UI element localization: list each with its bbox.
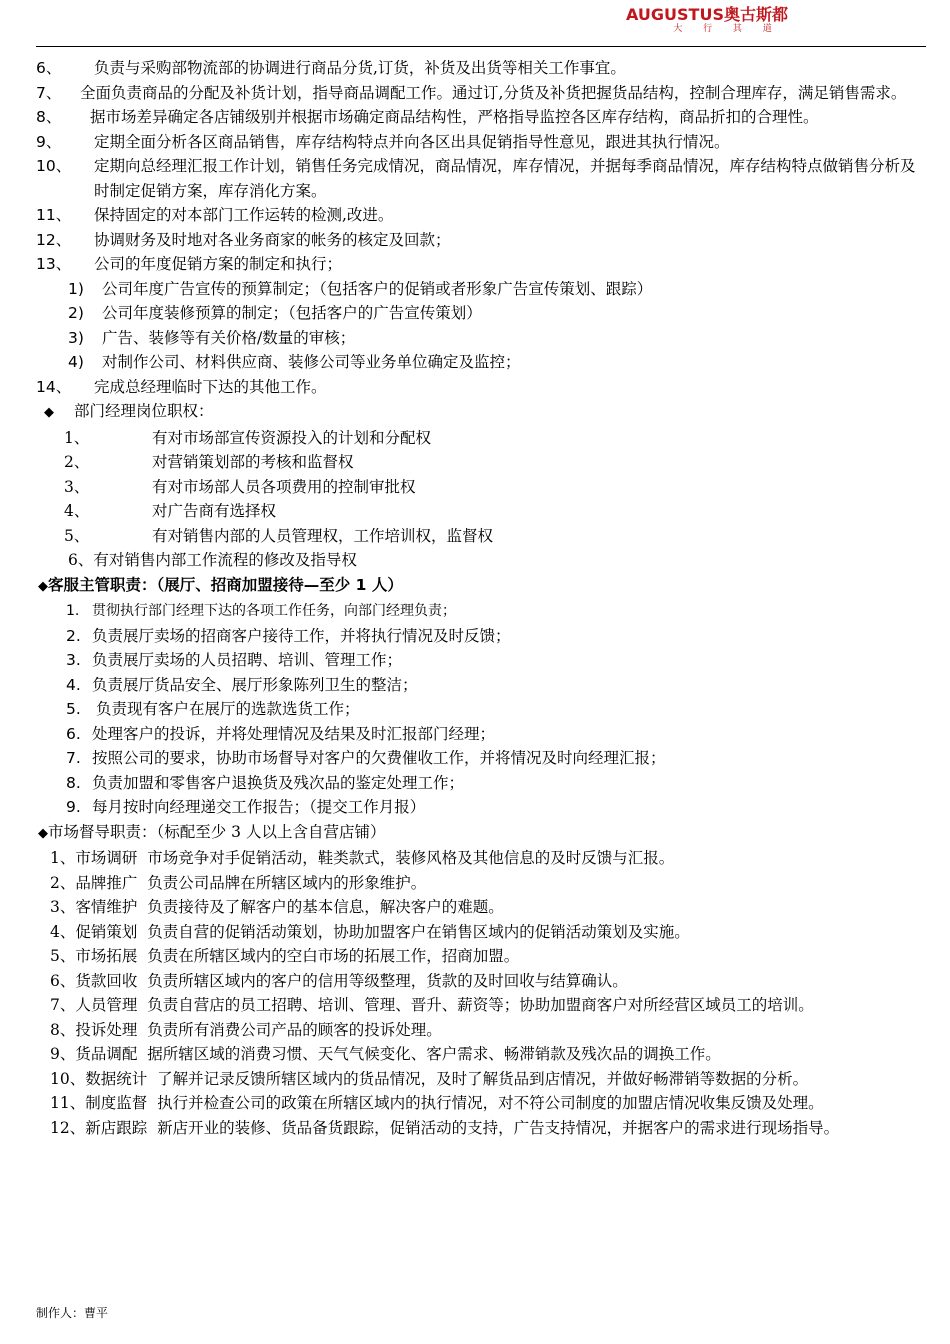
supervisor-item [36,895,926,920]
supervisor-text: 了解并记录反馈所辖区域内的货品情况，及时了解货品到店情况，并做好畅滞销等数据的分析。 [157,1069,809,1088]
supervisor-item [36,871,926,896]
duty-text: 定期向总经理汇报工作计划，销售任务完成情况，商品情况，库存情况，并据每季商品情况，库存结构特点做销售分析及时制定促销方案，库存消化方案。 [94,157,916,200]
cs-item [36,673,926,698]
supervisor-number: 5、 [50,947,76,965]
authority-text: 有对销售内部的人员管理权，工作培训权，监督权 [152,526,494,545]
logo-slogan: 大 行 其 道 [673,24,781,34]
cs-item [36,722,926,747]
cs-number: 1. [66,603,80,619]
supervisor-item [36,920,926,945]
promo-sub-number: 4) [68,353,84,371]
supervisor-text: 市场竞争对手促销活动，鞋类款式，装修风格及其他信息的及时反馈与汇报。 [147,849,675,867]
document-footer: 制作人：曹平 [36,1306,109,1320]
duty-text: 定期全面分析各区商品销售，库存结构特点并向各区出具促销指导性意见，跟进其执行情况。 [94,132,730,151]
duty-item [36,56,926,81]
duty-number: 13、 [36,255,72,273]
supervisor-text: 负责所有消费公司产品的顾客的投诉处理。 [147,1020,442,1039]
supervisor-label: 制度监督 [85,1094,148,1112]
supervisor-label: 数据统计 [85,1069,148,1088]
authority-item [36,426,926,451]
supervisor-label: 货品调配 [75,1045,138,1063]
promo-sub-item [36,350,926,375]
duty-text: 负责与采购部物流部的协调进行商品分货,订货，补货及出货等相关工作事宜。 [94,59,626,77]
cs-item [36,771,926,796]
supervisor-number: 11、 [50,1094,86,1112]
duty-number: 9、 [36,132,62,151]
cs-number: 8. [66,773,81,792]
supervisor-label: 人员管理 [75,996,138,1014]
authority-item: 6、有对销售内部工作流程的修改及指导权 [68,551,357,569]
duty-number: 11、 [36,206,72,224]
cs-number: 7. [66,749,81,767]
supervisor-label: 品牌推广 [75,873,138,892]
cs-text: 处理客户的投诉，并将处理情况及结果及时汇报部门经理； [92,724,496,743]
supervisor-item [36,1116,926,1141]
promo-sub-item [36,326,926,351]
duty-item [36,81,926,106]
company-logo [626,6,788,35]
duty-item [36,375,926,400]
authority-item [36,450,926,475]
authority-text: 对广告商有选择权 [152,502,277,520]
supervisor-text: 负责公司品牌在所辖区域内的形象维护。 [147,873,427,892]
supervisor-text: 新店开业的装修、货品备货跟踪，促销活动的支持，广告支持情况，并据客户的需求进行现场指导。 [157,1118,840,1137]
duty-text: 完成总经理临时下达的其他工作。 [94,377,327,396]
cs-number: 2. [66,626,81,645]
duty-item [36,228,926,253]
cs-text: 负责展厅卖场的人员招聘、培训、管理工作； [92,651,403,669]
supervisor-text: 负责在所辖区域内的空白市场的拓展工作，招商加盟。 [147,947,520,965]
authority-number: 3、 [64,477,90,496]
supervisor-label: 货款回收 [75,971,138,990]
cs-item [36,746,926,771]
cs-text: 负责展厅货品安全、展厅形象陈列卫生的整洁； [92,675,418,694]
authority-item [36,475,926,500]
cs-text: 负责展厅卖场的招商客户接待工作，并将执行情况及时反馈； [92,626,511,645]
supervisor-label: 客情维护 [75,898,138,916]
header-divider [36,46,926,47]
cs-item [36,599,926,624]
supervisor-number: 1、 [50,849,76,867]
promo-sub-number: 2) [68,304,84,322]
duty-item [36,130,926,155]
authority-number: 4、 [64,502,90,520]
cs-item [36,697,926,722]
duty-text: 保持固定的对本部门工作运转的检测,改进。 [94,206,394,224]
logo-english-name: AUGUSTUS [626,5,724,24]
cs-item [36,624,926,649]
supervisor-number: 7、 [50,996,76,1014]
cs-text: 每月按时向经理递交工作报告；（提交工作月报） [92,798,426,816]
promo-sub-text: 公司年度广告宣传的预算制定；（包括客户的促销或者形象广告宣传策划、跟踪） [102,279,653,298]
duty-text: 协调财务及时地对各业务商家的帐务的核定及回款； [94,230,451,249]
supervisor-text: 据所辖区域的消费习惯、天气气候变化、客户需求、畅滞销款及残次品的调换工作。 [147,1045,721,1063]
promo-sub-item [36,301,926,326]
promo-sub-number: 1) [68,279,84,298]
duty-number: 12、 [36,230,72,249]
supervisor-number: 10、 [50,1069,86,1088]
authority-text: 有对市场部人员各项费用的控制审批权 [152,477,416,496]
promo-sub-item [36,277,926,302]
supervisor-item [36,969,926,994]
authority-title: 部门经理岗位职权： [74,402,214,420]
cs-number: 5. [66,700,81,718]
supervisor-number: 12、 [50,1118,86,1137]
supervisor-text: 负责自营的促销活动策划，协助加盟客户在销售区域内的促销活动策划及实施。 [147,922,690,941]
supervisor-label: 投诉处理 [75,1020,138,1039]
cs-item [36,795,926,820]
supervisor-item [36,993,926,1018]
cs-number: 3. [66,651,81,669]
authority-text: 对营销策划部的考核和监督权 [152,453,354,471]
supervisor-item [36,944,926,969]
cs-number: 9. [66,798,81,816]
promo-sub-text: 对制作公司、材料供应商、装修公司等业务单位确定及监控； [102,353,521,371]
diamond-bullet-icon: ◆ [44,405,54,420]
diamond-bullet-icon: ◆ [38,825,48,841]
promo-sub-number: 3) [68,328,84,347]
diamond-bullet-icon: ◆ [38,578,48,594]
duty-item [36,105,926,130]
duty-text: 全面负责商品的分配及补货计划，指导商品调配工作。通过订,分货及补货把握货品结构，控制合理库存，满足销售需求。 [80,83,907,102]
duty-item [36,203,926,228]
cs-supervisor-heading [36,573,926,600]
supervisor-text: 负责自营店的员工招聘、培训、管理、晋升、薪资等；协助加盟商客户对所经营区域员工的培训。 [147,996,814,1014]
cs-text: 按照公司的要求，协助市场督导对客户的欠费催收工作，并将情况及时向经理汇报； [92,749,666,767]
cs-text: 贯彻执行部门经理下达的各项工作任务，向部门经理负责； [92,603,456,619]
supervisor-label: 新店跟踪 [85,1118,148,1137]
supervisor-text: 负责接待及了解客户的基本信息，解决客户的难题。 [147,898,504,916]
supervisor-number: 6、 [50,971,76,990]
supervisor-number: 8、 [50,1020,76,1039]
promo-sub-text: 广告、装修等有关价格/数量的审核； [102,328,356,347]
promo-sub-text: 公司年度装修预算的制定；（包括客户的广告宣传策划） [102,304,482,322]
supervisor-number: 4、 [50,922,76,941]
duty-item [36,154,926,203]
cs-item [36,648,926,673]
document-body [36,56,926,1140]
supervisor-label: 市场拓展 [75,947,138,965]
duty-number: 10、 [36,157,72,175]
authority-heading [36,399,926,426]
authority-text: 有对市场部宣传资源投入的计划和分配权 [152,428,432,447]
supervisor-text: 执行并检查公司的政策在所辖区域内的执行情况，对不符公司制度的加盟店情况收集反馈及处理。 [157,1094,824,1112]
page-header [0,0,950,46]
duty-number: 14、 [36,377,72,396]
cs-text: 负责加盟和零售客户退换货及残次品的鉴定处理工作； [92,773,465,792]
duty-text: 据市场差异确定各店铺级别并根据市场确定商品结构性，严格指导监控各区库存结构，商品折扣的合理性。 [90,108,819,126]
duty-item [36,252,926,277]
supervisor-item [36,1091,926,1116]
logo-chinese-name: 奥古斯都 [723,5,788,24]
cs-number: 4. [66,675,81,694]
duty-number: 8、 [36,108,62,126]
supervisor-item [36,1042,926,1067]
supervisor-title: 市场督导职责：（标配至少 3 人以上含自营店铺） [48,822,386,841]
supervisor-number: 9、 [50,1045,76,1063]
supervisor-label: 市场调研 [75,849,138,867]
supervisor-label: 促销策划 [75,922,138,941]
duty-number: 6、 [36,59,62,77]
authority-number: 2、 [64,453,90,471]
supervisor-number: 2、 [50,873,76,892]
supervisor-item [36,846,926,871]
authority-item [36,499,926,524]
duty-text: 公司的年度促销方案的制定和执行； [94,255,343,273]
authority-number: 1、 [64,428,90,447]
supervisor-text: 负责所辖区域内的客户的信用等级整理，货款的及时回收与结算确认。 [147,971,628,990]
duty-number: 7、 [36,83,62,102]
authority-number: 5、 [64,526,90,545]
supervisor-item [36,1067,926,1092]
cs-number: 6. [66,724,81,743]
supervisor-heading [36,820,926,847]
cs-supervisor-title: 客服主管职责：（展厅、招商加盟接待—至少 1 人） [48,575,403,594]
supervisor-number: 3、 [50,898,76,916]
supervisor-item [36,1018,926,1043]
cs-text: 负责现有客户在展厅的选款选货工作； [96,700,360,718]
authority-item [36,524,926,549]
